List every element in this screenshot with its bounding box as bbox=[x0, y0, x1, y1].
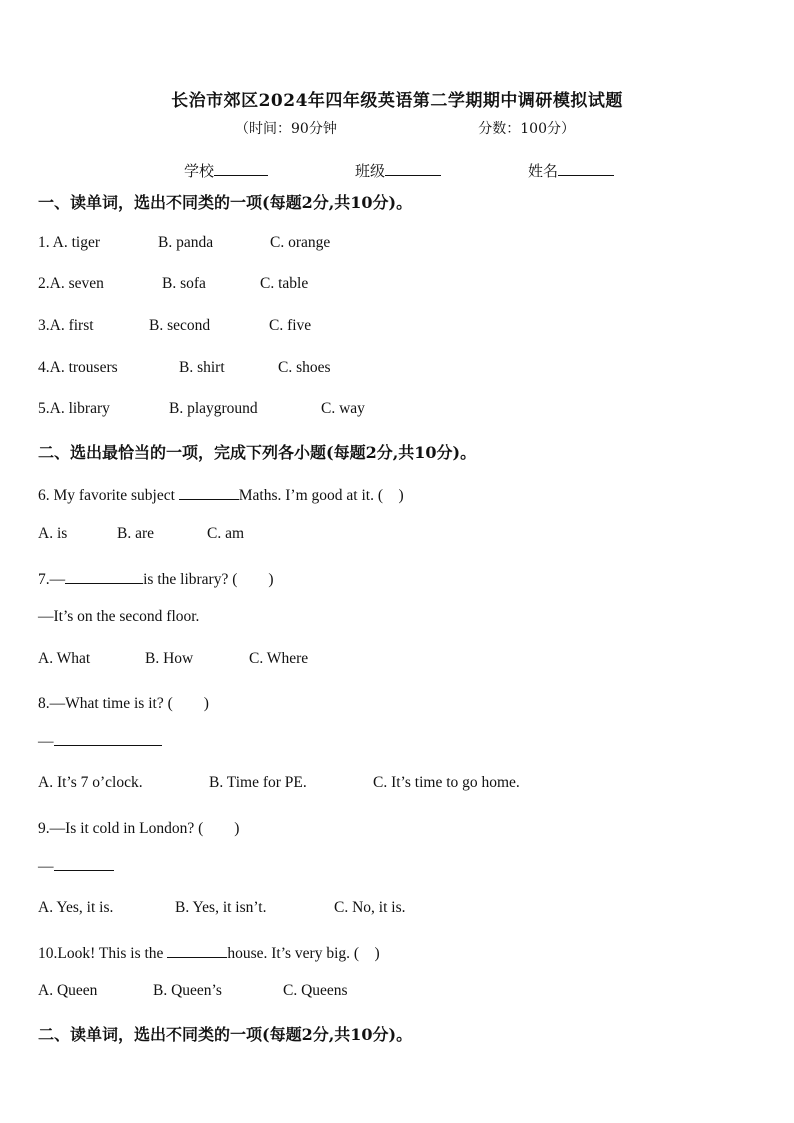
question-4 bbox=[38, 359, 331, 377]
class-field[interactable] bbox=[355, 160, 441, 181]
question-2 bbox=[38, 275, 308, 293]
school-field[interactable] bbox=[184, 160, 268, 181]
option-b[interactable]: B. are bbox=[117, 525, 155, 542]
option-c[interactable]: C. am bbox=[207, 525, 245, 542]
question-5 bbox=[38, 400, 365, 418]
name-label: 姓名 bbox=[527, 162, 558, 180]
option-c[interactable]: C. way bbox=[321, 400, 365, 417]
option-a[interactable]: A. is bbox=[38, 525, 68, 542]
question-6 bbox=[38, 483, 404, 505]
question-9: 9.—Is it cold in London? ( ) bbox=[38, 820, 240, 837]
question-3 bbox=[38, 317, 311, 335]
option-b[interactable]: B. Queen’s bbox=[153, 982, 222, 999]
question-10 bbox=[38, 941, 380, 963]
option-c[interactable]: C. five bbox=[269, 317, 312, 334]
total-score: 分数：100分） bbox=[478, 121, 575, 137]
question-7-reply: —It’s on the second floor. bbox=[38, 608, 200, 625]
option-a[interactable]: 4.A. trousers bbox=[38, 359, 118, 376]
option-c[interactable]: C. It’s time to go home. bbox=[373, 774, 520, 791]
option-b[interactable]: B. Yes, it isn’t. bbox=[175, 899, 267, 916]
name-field[interactable] bbox=[528, 160, 614, 181]
question-8-options bbox=[38, 774, 520, 792]
section-2-heading: 二、选出最恰当的一项，完成下列各小题(每题2分,共10分)。 bbox=[38, 443, 477, 462]
option-a[interactable]: A. It’s 7 o’clock. bbox=[38, 774, 143, 791]
question-1 bbox=[38, 234, 330, 252]
question-6-stem: 6. My favorite subject bbox=[38, 487, 179, 504]
option-b[interactable]: B. playground bbox=[169, 400, 258, 417]
exam-meta bbox=[235, 118, 575, 138]
option-a[interactable]: 2.A. seven bbox=[38, 275, 104, 292]
question-9-options bbox=[38, 899, 405, 917]
option-c[interactable]: C. orange bbox=[270, 234, 331, 251]
option-a[interactable]: A. Queen bbox=[38, 982, 98, 999]
option-c[interactable]: C. shoes bbox=[278, 359, 331, 376]
school-label: 学校 bbox=[184, 162, 215, 180]
student-info bbox=[184, 160, 614, 181]
question-10-stem: 10.Look! This is the bbox=[38, 945, 168, 962]
option-b[interactable]: B. Time for PE. bbox=[209, 774, 307, 791]
option-b[interactable]: B. sofa bbox=[162, 275, 206, 292]
option-a[interactable]: 1. A. tiger bbox=[38, 234, 100, 251]
question-10-tail: house. It’s very big. ( ) bbox=[227, 945, 380, 962]
page-title: 长治市郊区2024年四年级英语第二学期期中调研模拟试题 bbox=[171, 91, 623, 111]
question-7-stem: 7.— bbox=[38, 571, 66, 588]
answer-blank[interactable] bbox=[179, 498, 239, 500]
option-b[interactable]: B. How bbox=[145, 650, 194, 667]
question-6-options bbox=[38, 525, 244, 543]
option-a[interactable]: 3.A. first bbox=[38, 317, 94, 334]
answer-blank[interactable] bbox=[65, 582, 143, 584]
option-b[interactable]: B. shirt bbox=[179, 359, 225, 376]
answer-blank[interactable] bbox=[54, 869, 114, 871]
reply-dash: — bbox=[38, 733, 54, 750]
question-7-tail: is the library? ( ) bbox=[143, 571, 274, 588]
class-label: 班级 bbox=[354, 162, 385, 180]
option-a[interactable]: A. What bbox=[38, 650, 91, 667]
reply-dash: — bbox=[38, 858, 54, 875]
section-1-heading: 一、读单词，选出不同类的一项(每题2分,共10分)。 bbox=[38, 193, 413, 212]
option-c[interactable]: C. table bbox=[260, 275, 309, 292]
option-b[interactable]: B. second bbox=[149, 317, 211, 334]
option-a[interactable]: 5.A. library bbox=[38, 400, 110, 417]
section-3-heading: 二、读单词，选出不同类的一项(每题2分,共10分)。 bbox=[38, 1025, 413, 1044]
question-8-reply bbox=[38, 733, 162, 751]
option-b[interactable]: B. panda bbox=[158, 234, 214, 251]
question-7 bbox=[38, 567, 274, 589]
question-10-options bbox=[38, 982, 348, 1000]
question-6-tail: Maths. I’m good at it. ( ) bbox=[238, 487, 404, 504]
answer-blank[interactable] bbox=[54, 744, 162, 746]
option-c[interactable]: C. No, it is. bbox=[334, 899, 406, 916]
answer-blank[interactable] bbox=[167, 956, 227, 958]
question-7-options bbox=[38, 650, 308, 668]
option-c[interactable]: C. Where bbox=[249, 650, 309, 667]
time-limit: （时间：90分钟 bbox=[235, 121, 337, 137]
question-9-reply bbox=[38, 858, 114, 876]
option-a[interactable]: A. Yes, it is. bbox=[38, 899, 114, 916]
question-8: 8.—What time is it? ( ) bbox=[38, 695, 209, 712]
option-c[interactable]: C. Queens bbox=[283, 982, 348, 999]
